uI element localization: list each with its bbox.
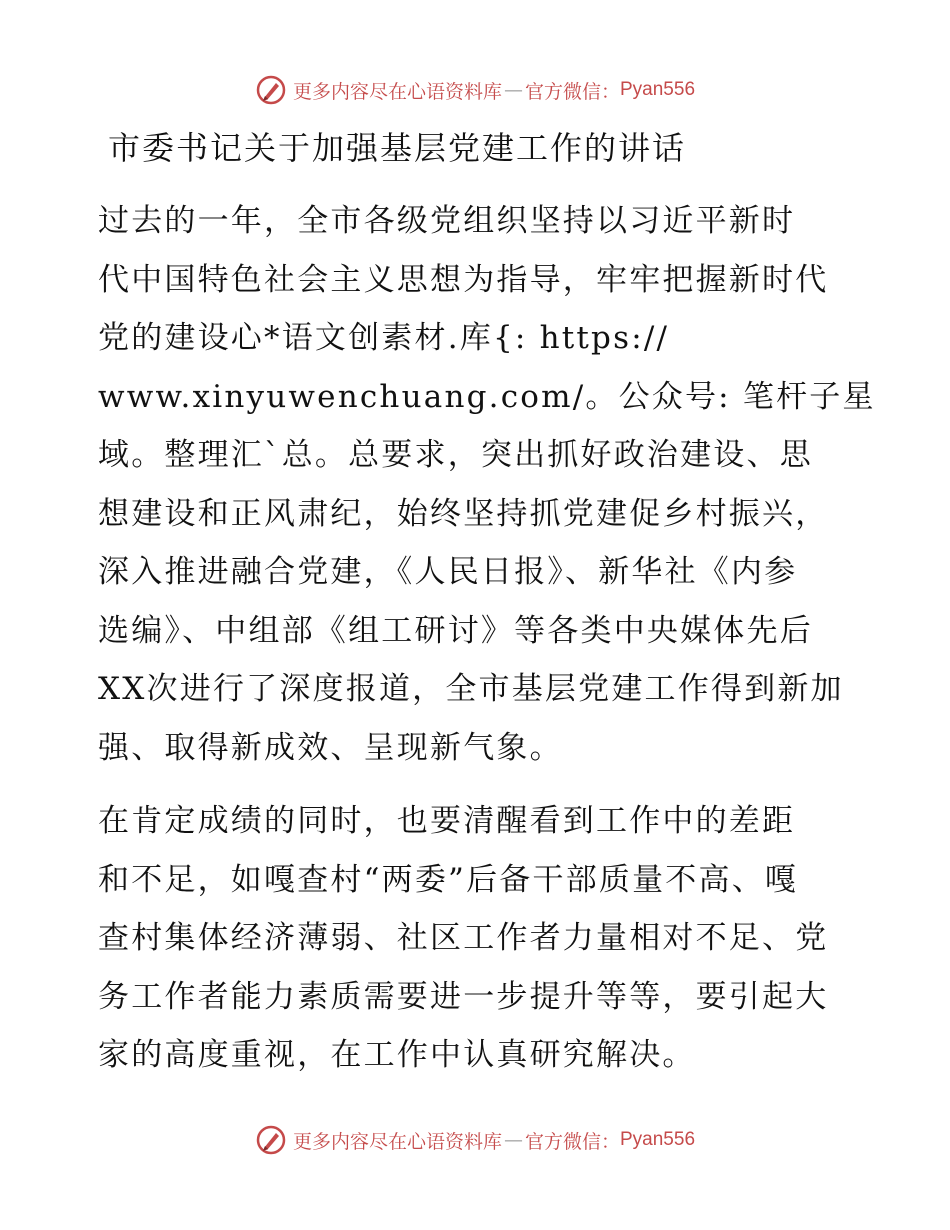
wechat-label: 官方微信：: [524, 1130, 620, 1153]
paragraph-line: 在肯定成绩的同时，也要清醒看到工作中的差距: [98, 803, 796, 839]
paragraph-line: 强、取得新成效、呈现新气象。: [98, 729, 563, 766]
paragraph-line: 域。整理汇`总。总要求，突出抓好政治建设、思: [98, 437, 813, 473]
wechat-label: 官方微信：: [524, 80, 620, 103]
header-watermark-banner[interactable]: [0, 70, 950, 110]
paragraph-line: 深入推进融合党建，《人民日报》、新华社《内参: [98, 554, 798, 590]
paragraph-1: [98, 192, 876, 777]
banner-text: 更多内容尽在心语资料库: [292, 1130, 502, 1153]
paragraph-line: 务工作者能力素质需要进一步提升等等，要引起大: [98, 978, 829, 1015]
paragraph-line: www.xinyuwenchuang.com/。公众号: 笔杆子星: [98, 378, 876, 415]
paragraph-line: 查村集体经济薄弱、社区工作者力量相对不足、党: [98, 920, 829, 956]
banner-separator: —: [503, 79, 523, 101]
document-title: 市委书记关于加强基层党建工作的讲话: [108, 129, 687, 167]
footer-watermark-banner[interactable]: [0, 1120, 950, 1160]
paragraph-line: 想建设和正风肃纪，始终坚持抓党建促乡村振兴，: [98, 495, 829, 532]
banner-text: 更多内容尽在心语资料库: [292, 80, 502, 103]
pen-logo-icon: [255, 1124, 287, 1156]
paragraph-line: 代中国特色社会主义思想为指导，牢牢把握新时代: [98, 261, 829, 298]
paragraph-line: 和不足，如嘎查村“两委”后备干部质量不高、嘎: [98, 861, 799, 898]
wechat-id: Pyan556: [620, 1129, 696, 1150]
pen-logo-icon: [255, 74, 287, 106]
paragraph-line: 党的建设心*语文创素材.库{: https://: [98, 320, 670, 356]
banner-separator: —: [503, 1129, 523, 1151]
paragraph-line: XX次进行了深度报道，全市基层党建工作得到新加: [98, 671, 844, 707]
paragraph-line: 家的高度重视，在工作中认真研究解决。: [98, 1037, 696, 1073]
paragraph-2: [98, 792, 858, 1085]
wechat-id: Pyan556: [620, 79, 696, 100]
paragraph-line: 选编》、中组部《组工研讨》等各类中央媒体先后: [98, 612, 813, 649]
paragraph-line: 过去的一年，全市各级党组织坚持以习近平新时: [98, 203, 796, 239]
